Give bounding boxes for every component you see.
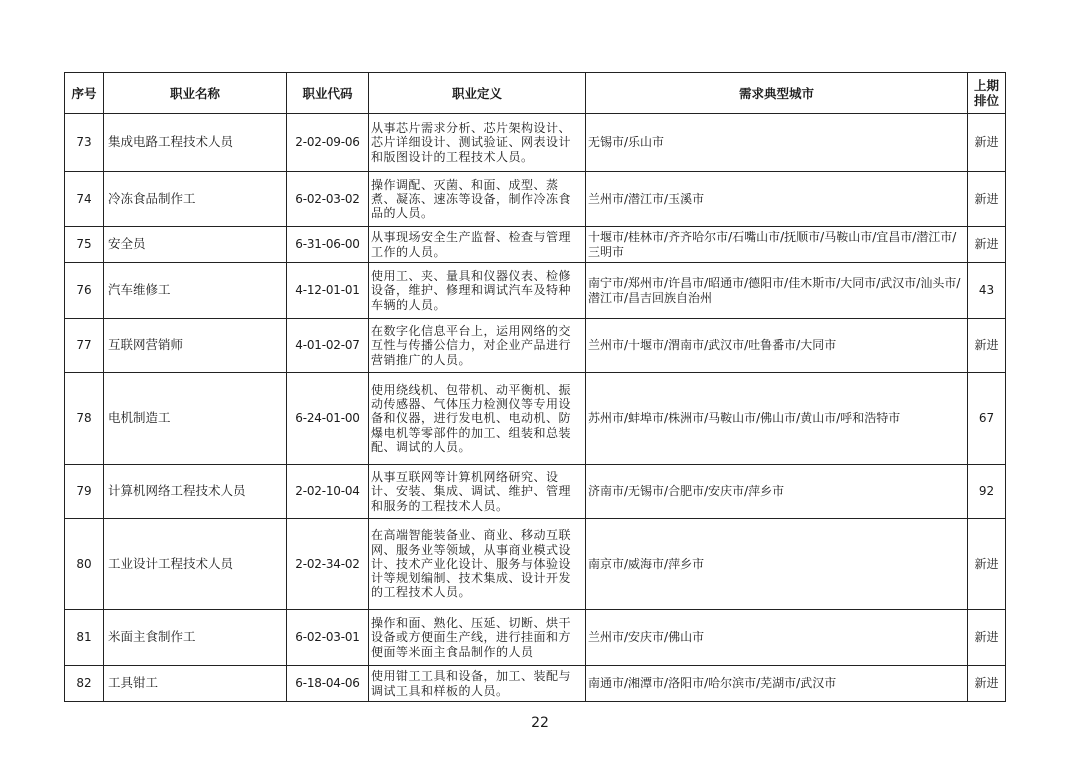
row-rank: 67 <box>968 373 1006 465</box>
table-row <box>65 465 1006 519</box>
row-rank: 43 <box>968 263 1006 319</box>
row-seq: 73 <box>65 114 104 172</box>
row-code: 4-01-02-07 <box>287 319 369 373</box>
table-row <box>65 263 1006 319</box>
header-code: 职业代码 <box>287 73 369 114</box>
table-row <box>65 610 1006 666</box>
header-name: 职业名称 <box>104 73 287 114</box>
table-row <box>65 114 1006 172</box>
row-name: 互联网营销师 <box>104 319 287 373</box>
row-rank: 新进 <box>968 666 1006 702</box>
row-cities: 南通市/湘潭市/洛阳市/哈尔滨市/芜湖市/武汉市 <box>586 666 968 702</box>
table-header-row <box>65 73 1006 114</box>
row-code: 6-18-04-06 <box>287 666 369 702</box>
row-definition: 操作和面、熟化、压延、切断、烘干设备或方便面生产线，进行挂面和方便面等米面主食品制作的人员 <box>369 610 586 666</box>
row-code: 2-02-10-04 <box>287 465 369 519</box>
row-rank: 92 <box>968 465 1006 519</box>
row-definition: 使用钳工工具和设备，加工、装配与调试工具和样板的人员。 <box>369 666 586 702</box>
row-code: 6-24-01-00 <box>287 373 369 465</box>
row-rank: 新进 <box>968 227 1006 263</box>
row-cities: 兰州市/潜江市/玉溪市 <box>586 172 968 227</box>
row-name: 工具钳工 <box>104 666 287 702</box>
row-seq: 77 <box>65 319 104 373</box>
row-seq: 74 <box>65 172 104 227</box>
row-code: 6-31-06-00 <box>287 227 369 263</box>
row-name: 工业设计工程技术人员 <box>104 519 287 610</box>
row-seq: 80 <box>65 519 104 610</box>
header-cities: 需求典型城市 <box>586 73 968 114</box>
table-row <box>65 519 1006 610</box>
row-name: 计算机网络工程技术人员 <box>104 465 287 519</box>
header-prev-rank: 上期排位 <box>968 73 1006 114</box>
row-rank: 新进 <box>968 519 1006 610</box>
row-code: 6-02-03-01 <box>287 610 369 666</box>
row-name: 汽车维修工 <box>104 263 287 319</box>
row-name: 电机制造工 <box>104 373 287 465</box>
row-cities: 十堰市/桂林市/齐齐哈尔市/石嘴山市/抚顺市/马鞍山市/宜昌市/潜江市/三明市 <box>586 227 968 263</box>
row-seq: 79 <box>65 465 104 519</box>
row-rank: 新进 <box>968 610 1006 666</box>
row-code: 2-02-09-06 <box>287 114 369 172</box>
row-seq: 76 <box>65 263 104 319</box>
header-definition: 职业定义 <box>369 73 586 114</box>
row-definition: 使用工、夹、量具和仪器仪表、检修设备，维护、修理和调试汽车及特种车辆的人员。 <box>369 263 586 319</box>
row-code: 2-02-34-02 <box>287 519 369 610</box>
row-name: 冷冻食品制作工 <box>104 172 287 227</box>
header-seq: 序号 <box>65 73 104 114</box>
row-code: 6-02-03-02 <box>287 172 369 227</box>
row-cities: 兰州市/十堰市/渭南市/武汉市/吐鲁番市/大同市 <box>586 319 968 373</box>
row-cities: 南京市/威海市/萍乡市 <box>586 519 968 610</box>
row-rank: 新进 <box>968 114 1006 172</box>
row-rank: 新进 <box>968 172 1006 227</box>
row-definition: 在数字化信息平台上，运用网络的交互性与传播公信力，对企业产品进行营销推广的人员。 <box>369 319 586 373</box>
row-code: 4-12-01-01 <box>287 263 369 319</box>
row-definition: 从事芯片需求分析、芯片架构设计、芯片详细设计、测试验证、网表设计和版图设计的工程技术人员。 <box>369 114 586 172</box>
row-definition: 使用绕线机、包带机、动平衡机、振动传感器、气体压力检测仪等专用设备和仪器，进行发电机、电动机、防爆电机等零部件的加工、组装和总装配、调试的人员。 <box>369 373 586 465</box>
row-cities: 无锡市/乐山市 <box>586 114 968 172</box>
row-rank: 新进 <box>968 319 1006 373</box>
row-cities: 南宁市/郑州市/许昌市/昭通市/德阳市/佳木斯市/大同市/武汉市/汕头市/潜江市/昌吉回族自治州 <box>586 263 968 319</box>
row-cities: 兰州市/安庆市/佛山市 <box>586 610 968 666</box>
row-definition: 从事互联网等计算机网络研究、设计、安装、集成、调试、维护、管理和服务的工程技术人员。 <box>369 465 586 519</box>
table-row <box>65 666 1006 702</box>
row-name: 集成电路工程技术人员 <box>104 114 287 172</box>
row-seq: 81 <box>65 610 104 666</box>
row-cities: 济南市/无锡市/合肥市/安庆市/萍乡市 <box>586 465 968 519</box>
row-definition: 在高端智能装备业、商业、移动互联网、服务业等领域，从事商业模式设计、技术产业化设计、服务与体验设计等规划编制、技术集成、设计开发的工程技术人员。 <box>369 519 586 610</box>
row-definition: 操作调配、灭菌、和面、成型、蒸煮、凝冻、速冻等设备，制作冷冻食品的人员。 <box>369 172 586 227</box>
occupation-table <box>64 72 1006 702</box>
row-name: 安全员 <box>104 227 287 263</box>
table-row <box>65 227 1006 263</box>
page-number: 22 <box>531 715 549 731</box>
table-row <box>65 172 1006 227</box>
table-row <box>65 373 1006 465</box>
row-seq: 82 <box>65 666 104 702</box>
row-name: 米面主食制作工 <box>104 610 287 666</box>
row-cities: 苏州市/蚌埠市/株洲市/马鞍山市/佛山市/黄山市/呼和浩特市 <box>586 373 968 465</box>
table-row <box>65 319 1006 373</box>
row-seq: 75 <box>65 227 104 263</box>
row-seq: 78 <box>65 373 104 465</box>
row-definition: 从事现场安全生产监督、检查与管理工作的人员。 <box>369 227 586 263</box>
